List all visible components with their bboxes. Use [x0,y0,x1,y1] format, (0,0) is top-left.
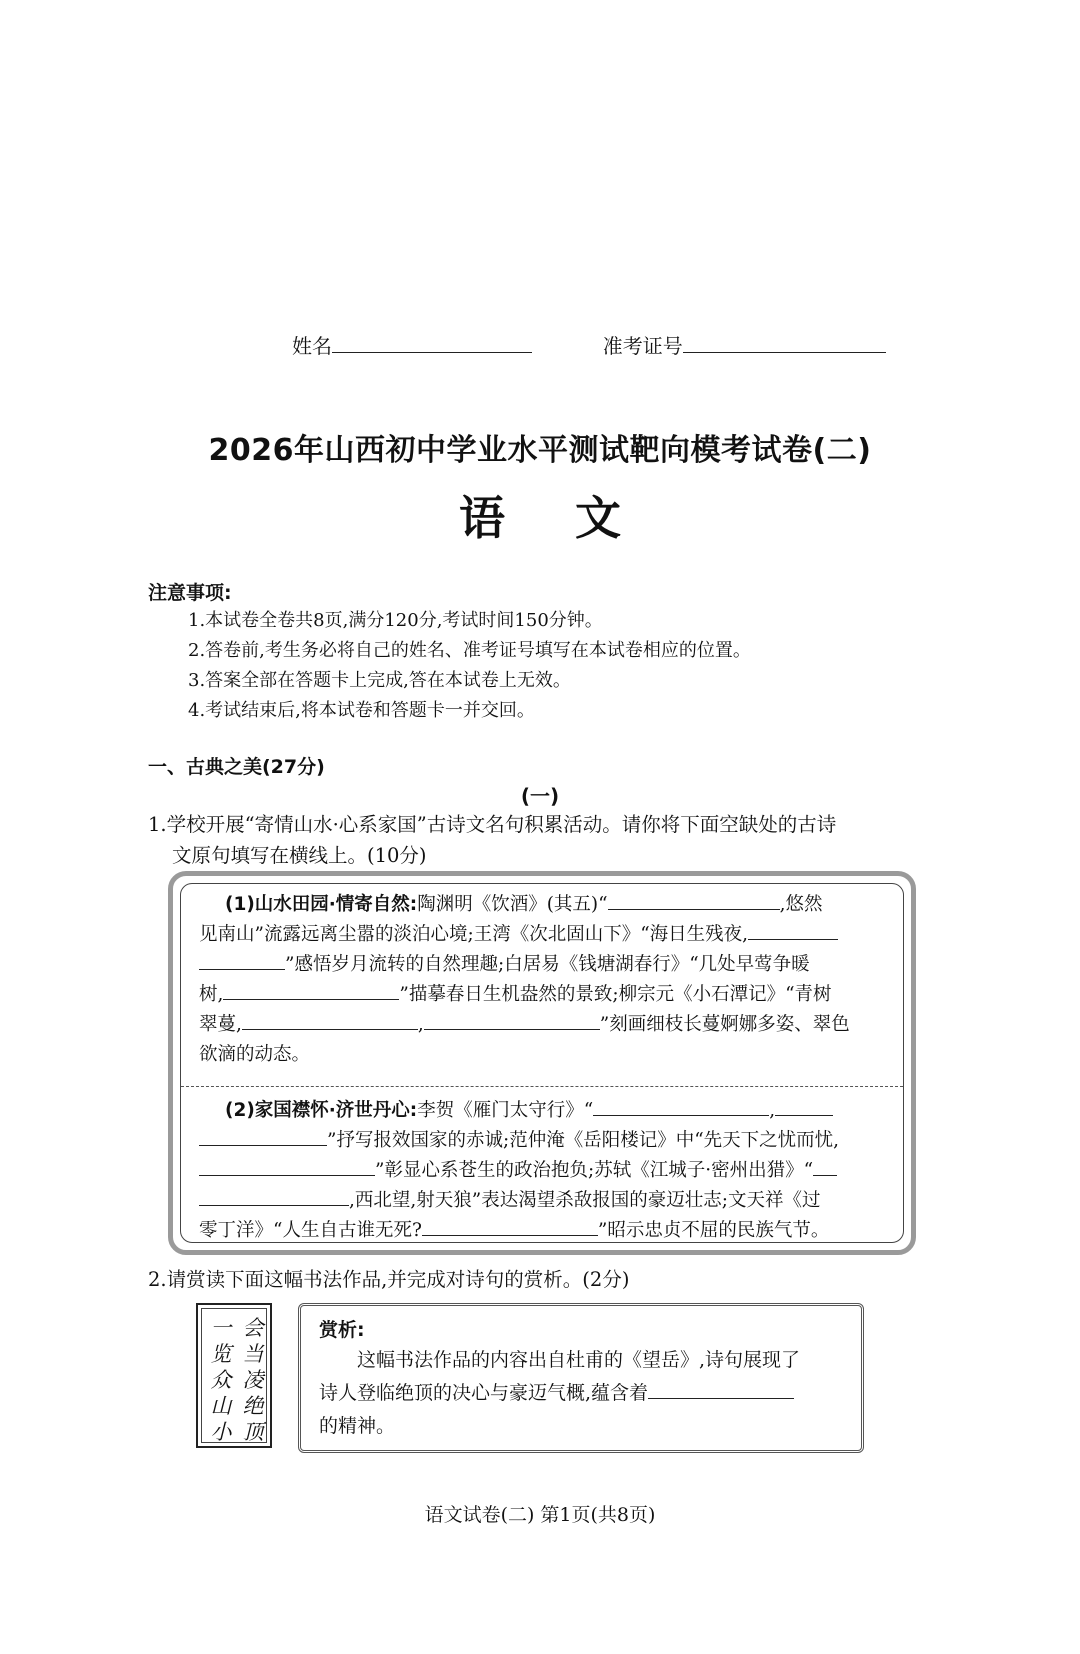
question-2: 2.请赏读下面这幅书法作品,并完成对诗句的赏析。(2分) [148,1268,630,1291]
part-1-text: ”感悟岁月流转的自然理趣;白居易《钱塘湖春行》“几处早莺争暖 [285,954,810,975]
answer-blank[interactable] [593,1098,769,1116]
appreciation-label: 赏析: [319,1319,365,1341]
answer-blank[interactable] [608,892,780,910]
calligraphy-column: 会当凌绝顶 [242,1316,264,1444]
answer-blank[interactable] [223,982,399,1000]
part-2-text: ”抒写报效国家的赤诚;范仲淹《岳阳楼记》中“先天下之忧而忧, [327,1130,840,1151]
subject-title: 语文 [459,491,691,545]
part-1-text: 欲滴的动态。 [199,1044,311,1065]
note-item: 2.答卷前,考生务必将自己的姓名、准考证号填写在本试卷相应的位置。 [188,640,751,661]
calligraphy-frame [201,1308,267,1443]
answer-blank[interactable] [199,1128,327,1146]
appreciation-text: 诗人登临绝顶的决心与豪迈气概,蕴含着 [319,1382,649,1404]
exam-id-field[interactable] [683,334,886,353]
answer-blank[interactable] [242,1012,418,1030]
dashed-divider [181,1086,903,1087]
fill-in-box-border [180,883,904,1243]
part-1-text: ”刻画细枝长蔓婀娜多姿、翠色 [599,1014,850,1035]
part-2-text: 李贺《雁门太守行》“ [417,1100,594,1121]
exam-id-label: 准考证号 [602,334,683,358]
answer-blank[interactable] [775,1098,833,1116]
part-1-text: , [417,1014,424,1035]
answer-blank[interactable] [424,1012,600,1030]
section-heading: 一、古典之美(27分) [148,756,325,778]
name-label: 姓名 [292,334,332,358]
fill-in-box [168,871,916,1255]
question-1-line: 1.学校开展“寄情山水·心系家国”古诗文名句积累活动。请你将下面空缺处的古诗 [148,813,837,836]
answer-blank[interactable] [199,1188,349,1206]
part-1-label: (1)山水田园·情寄自然: [225,894,418,915]
part-2-text: ”昭示忠贞不屈的民族气节。 [597,1220,830,1241]
part-1-text: ,悠然 [779,894,823,915]
answer-blank[interactable] [648,1381,794,1399]
part-1-text: ”描摹春日生机盎然的景致;柳宗元《小石潭记》“青树 [399,984,832,1005]
question-1-line: 文原句填写在横线上。(10分) [172,844,427,867]
appreciation-text: 这幅书法作品的内容出自杜甫的《望岳》,诗句展现了 [357,1349,801,1371]
part-2-label: (2)家国襟怀·济世丹心: [225,1100,418,1121]
answer-blank[interactable] [813,1158,837,1176]
appreciation-box [298,1303,864,1453]
part-1-text: 陶渊明《饮酒》(其五)“ [417,894,608,915]
appreciation-text: 的精神。 [319,1415,396,1437]
part-1-text: 见南山”流露远离尘嚣的淡泊心境;王湾《次北固山下》“海日生残夜, [199,924,749,945]
exam-title: 2026年山西初中学业水平测试靶向模考试卷(二) [208,433,872,468]
name-field[interactable] [332,334,532,353]
part-1-text: 翠蔓, [199,1014,242,1035]
part-1-text: 树, [199,984,224,1005]
sub-section-heading: (一) [520,784,560,808]
note-item: 3.答案全部在答题卡上完成,答在本试卷上无效。 [188,670,571,691]
answer-blank[interactable] [422,1218,598,1236]
part-2-text: ,西北望,射天狼”表达渴望杀敌报国的豪迈壮志;文天祥《过 [349,1190,821,1211]
candidate-info-row [292,330,886,359]
note-item: 1.本试卷全卷共8页,满分120分,考试时间150分钟。 [188,610,603,631]
answer-blank[interactable] [199,1158,375,1176]
answer-blank[interactable] [748,922,838,940]
notes-heading: 注意事项: [148,582,232,604]
part-2-text: 零丁洋》“人生自古谁无死? [199,1220,422,1241]
note-item: 4.考试结束后,将本试卷和答题卡一并交回。 [188,700,535,721]
page-footer: 语文试卷(二) 第1页(共8页) [424,1504,656,1526]
part-2-text: ”彰显心系苍生的政治抱负;苏轼《江城子·密州出猎》“ [375,1160,814,1181]
answer-blank[interactable] [199,952,285,970]
calligraphy-column: 一览众山小 [210,1316,232,1444]
calligraphy-artwork [196,1303,272,1448]
part-2-text: , [769,1100,776,1121]
